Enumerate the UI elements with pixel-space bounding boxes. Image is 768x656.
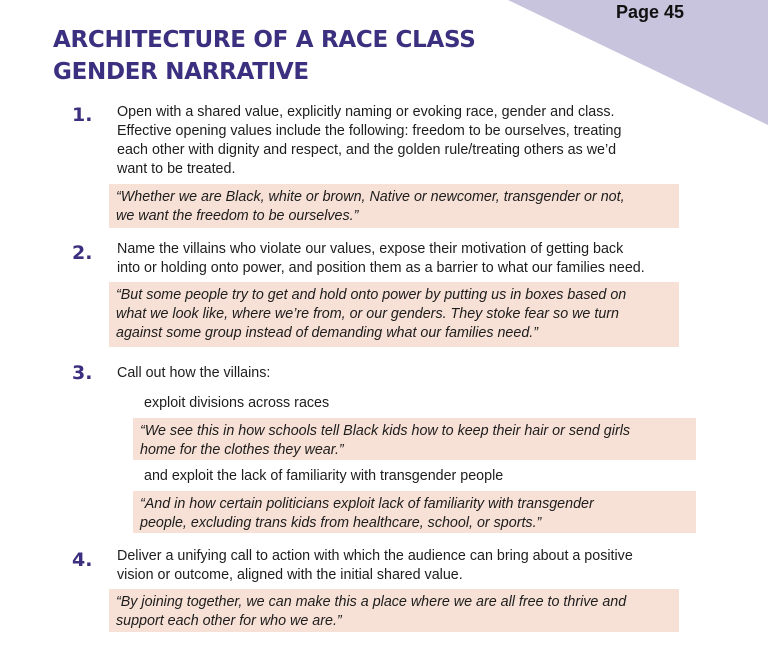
page-title [53, 24, 476, 88]
step-number: 4. [72, 549, 93, 571]
quote-line: support each other for who we are.” [116, 613, 342, 629]
step-text [117, 103, 621, 179]
step-text [117, 240, 645, 278]
quote-line: against some group instead of demanding what our families need.” [116, 325, 539, 341]
example-quote [133, 418, 696, 460]
example-quote [109, 282, 679, 347]
step-number: 3. [72, 362, 93, 384]
text-line: want to be treated. [117, 161, 236, 177]
step-number: 1. [72, 104, 93, 126]
text-line: Effective opening values include the following: freedom to be ourselves, treating [117, 123, 622, 139]
example-quote [109, 589, 679, 632]
quote-line: what we look like, where we’re from, or our genders. They stoke fear so we turn [116, 306, 619, 322]
quote-line: people, excluding trans kids from healthcare, school, or sports.” [140, 515, 542, 531]
sub-point-text: and exploit the lack of familiarity with transgender people [144, 468, 504, 484]
text-line: vision or outcome, aligned with the initial shared value. [117, 567, 463, 583]
step-number: 2. [72, 242, 93, 264]
quote-line: “And in how certain politicians exploit lack of familiarity with transgender [140, 496, 594, 512]
quote-line: home for the clothes they wear.” [140, 442, 344, 458]
text-line: each other with dignity and respect, and the golden rule/treating others as we’d [117, 142, 617, 158]
quote-line: “By joining together, we can make this a place where we are all free to thrive and [116, 594, 627, 610]
text-line: Name the villains who violate our values, expose their motivation of getting back [117, 241, 624, 257]
title-line: ARCHITECTURE OF A RACE CLASS [53, 27, 476, 53]
quote-line: we want the freedom to be ourselves.” [116, 208, 359, 224]
page-number: Page 45 [615, 2, 684, 22]
sub-point-text: exploit divisions across races [144, 395, 330, 411]
text-line: into or holding onto power, and position them as a barrier to what our families need. [117, 260, 645, 276]
example-quote [133, 491, 696, 533]
step-text: Call out how the villains: [117, 365, 271, 381]
quote-line: “We see this in how schools tell Black kids how to keep their hair or send girls [140, 423, 631, 439]
text-line: Open with a shared value, explicitly naming or evoking race, gender and class. [117, 104, 615, 120]
text-line: Deliver a unifying call to action with which the audience can bring about a positive [117, 548, 633, 564]
example-quote [109, 184, 679, 228]
quote-line: “But some people try to get and hold onto power by putting us in boxes based on [116, 287, 627, 303]
step-text [117, 547, 633, 585]
title-line: GENDER NARRATIVE [53, 59, 309, 85]
quote-line: “Whether we are Black, white or brown, Native or newcomer, transgender or not, [116, 189, 625, 205]
